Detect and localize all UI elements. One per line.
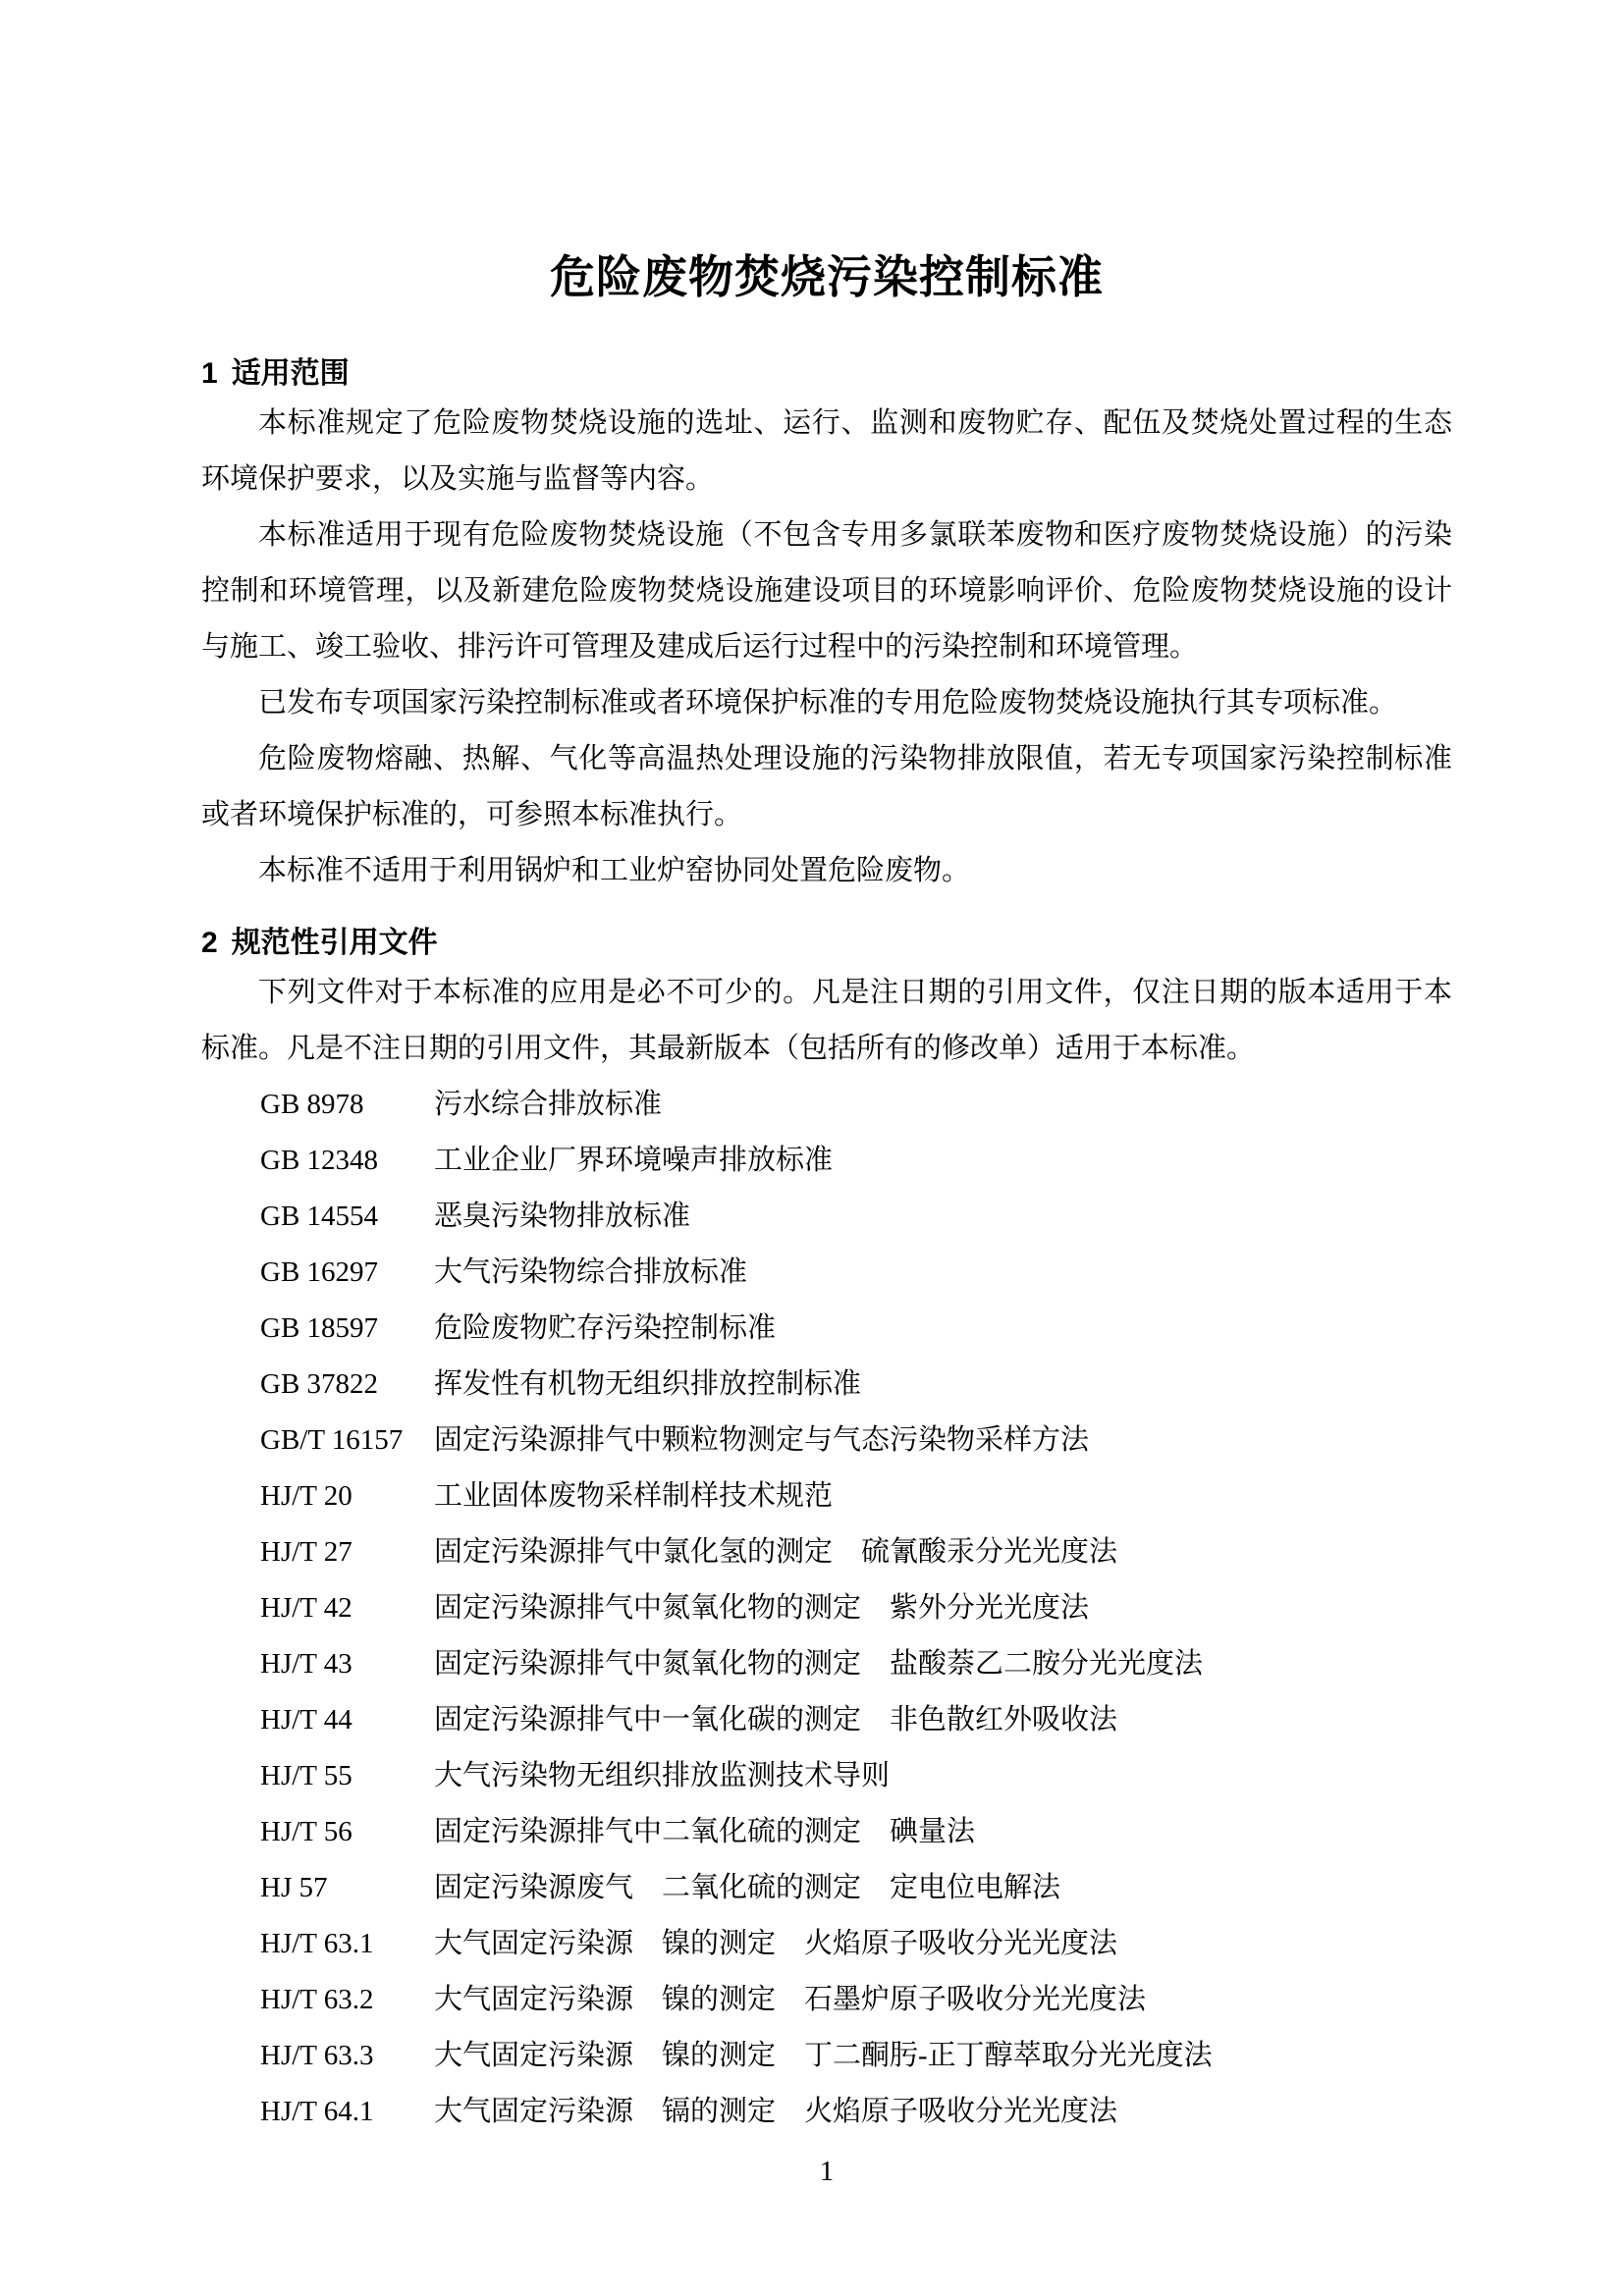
reference-item [201, 1524, 1452, 1580]
reference-title: 恶臭污染物排放标准 [434, 1201, 691, 1232]
reference-item [201, 1580, 1452, 1636]
reference-item [201, 1189, 1452, 1245]
reference-item [201, 1748, 1452, 1804]
document-title: 危险废物焚烧污染控制标准 [550, 251, 1104, 302]
reference-code: GB 16297 [260, 1256, 379, 1288]
reference-code: GB 18597 [260, 1312, 379, 1344]
section-1-paragraph: 本标准规定了危险废物焚烧设施的选址、运行、监测和废物贮存、配伍及焚烧处置过程的生态环境保护要求，以及实施与监督等内容。 [201, 407, 1452, 495]
reference-title: 危险废物贮存污染控制标准 [434, 1312, 777, 1344]
reference-title: 固定污染源排气中氯化氢的测定 硫氰酸汞分光光度法 [434, 1536, 1118, 1568]
references-list [201, 1077, 1452, 2140]
reference-item [201, 1804, 1452, 1860]
reference-code: HJ/T 56 [260, 1816, 352, 1847]
section-1-heading [201, 358, 1452, 390]
section-2-number: 2 [201, 927, 218, 959]
reference-title: 大气污染物无组织排放监测技术导则 [434, 1760, 891, 1791]
reference-title: 固定污染源排气中二氧化硫的测定 碘量法 [434, 1816, 976, 1847]
reference-title: 大气固定污染源 镉的测定 火焰原子吸收分光光度法 [434, 2096, 1118, 2127]
reference-item [201, 1245, 1452, 1301]
reference-code: HJ/T 27 [260, 1536, 352, 1568]
section-2-paragraph: 下列文件对于本标准的应用是必不可少的。凡是注日期的引用文件，仅注日期的版本适用于本标准。凡是不注日期的引用文件，其最新版本（包括所有的修改单）适用于本标准。 [201, 977, 1452, 1064]
reference-title: 大气污染物综合排放标准 [434, 1256, 748, 1288]
reference-title: 固定污染源排气中颗粒物测定与气态污染物采样方法 [434, 1424, 1090, 1456]
reference-title: 固定污染源排气中氮氧化物的测定 盐酸萘乙二胺分光光度法 [434, 1648, 1204, 1680]
section-2-heading [201, 928, 1452, 959]
reference-code: HJ 57 [260, 1872, 328, 1903]
reference-title: 固定污染源废气 二氧化硫的测定 定电位电解法 [434, 1872, 1061, 1903]
reference-title: 挥发性有机物无组织排放控制标准 [434, 1368, 862, 1400]
reference-item [201, 1916, 1452, 1972]
reference-item [201, 1301, 1452, 1357]
reference-item [201, 1133, 1452, 1189]
reference-item [201, 1077, 1452, 1133]
reference-title: 工业固体废物采样制样技术规范 [434, 1480, 834, 1512]
reference-item [201, 1692, 1452, 1748]
reference-title: 固定污染源排气中一氧化碳的测定 非色散红外吸收法 [434, 1704, 1118, 1735]
reference-code: HJ/T 43 [260, 1648, 352, 1680]
reference-item [201, 2028, 1452, 2084]
reference-code: HJ/T 20 [260, 1480, 352, 1512]
section-1-paragraph: 本标准不适用于利用锅炉和工业炉窑协同处置危险废物。 [258, 855, 971, 886]
reference-code: HJ/T 63.1 [260, 1928, 374, 1959]
reference-code: GB 8978 [260, 1089, 364, 1120]
reference-code: GB 37822 [260, 1368, 379, 1400]
reference-code: HJ/T 44 [260, 1704, 352, 1735]
reference-code: GB/T 16157 [260, 1424, 404, 1456]
reference-item [201, 2084, 1452, 2140]
reference-item [201, 1357, 1452, 1413]
reference-title: 固定污染源排气中氮氧化物的测定 紫外分光光度法 [434, 1592, 1090, 1624]
section-1-paragraph: 危险废物熔融、热解、气化等高温热处理设施的污染物排放限值，若无专项国家污染控制标准或者环境保护标准的，可参照本标准执行。 [201, 743, 1452, 830]
reference-title: 大气固定污染源 镍的测定 石墨炉原子吸收分光光度法 [434, 1984, 1147, 2015]
section-1-paragraph: 本标准适用于现有危险废物焚烧设施（不包含专用多氯联苯废物和医疗废物焚烧设施）的污染控制和环境管理，以及新建危险废物焚烧设施建设项目的环境影响评价、危险废物焚烧设施的设计与施工、竣工验收、排污许可管理及建成后运行过程中的污染控制和环境管理。 [201, 519, 1452, 663]
reference-code: HJ/T 55 [260, 1760, 352, 1791]
reference-item [201, 1636, 1452, 1692]
reference-item [201, 1972, 1452, 2028]
reference-code: GB 12348 [260, 1145, 379, 1176]
reference-title: 工业企业厂界环境噪声排放标准 [434, 1145, 834, 1176]
reference-title: 污水综合排放标准 [434, 1089, 663, 1120]
reference-code: GB 14554 [260, 1201, 379, 1232]
reference-item [201, 1468, 1452, 1524]
reference-code: HJ/T 42 [260, 1592, 352, 1624]
section-1-number: 1 [201, 357, 218, 390]
reference-title: 大气固定污染源 镍的测定 火焰原子吸收分光光度法 [434, 1928, 1118, 1959]
reference-code: HJ/T 63.3 [260, 2040, 374, 2071]
section-2-title: 规范性引用文件 [231, 927, 438, 959]
document-content [201, 0, 1452, 2186]
reference-code: HJ/T 64.1 [260, 2096, 374, 2127]
reference-item [201, 1860, 1452, 1916]
reference-title: 大气固定污染源 镍的测定 丁二酮肟-正丁醇萃取分光光度法 [434, 2040, 1213, 2071]
section-1-title: 适用范围 [231, 357, 350, 390]
reference-code: HJ/T 63.2 [260, 1984, 374, 2015]
section-1-paragraph: 已发布专项国家污染控制标准或者环境保护标准的专用危险废物焚烧设施执行其专项标准。 [258, 687, 1398, 719]
reference-item [201, 1413, 1452, 1468]
page-number: 1 [819, 2156, 835, 2187]
